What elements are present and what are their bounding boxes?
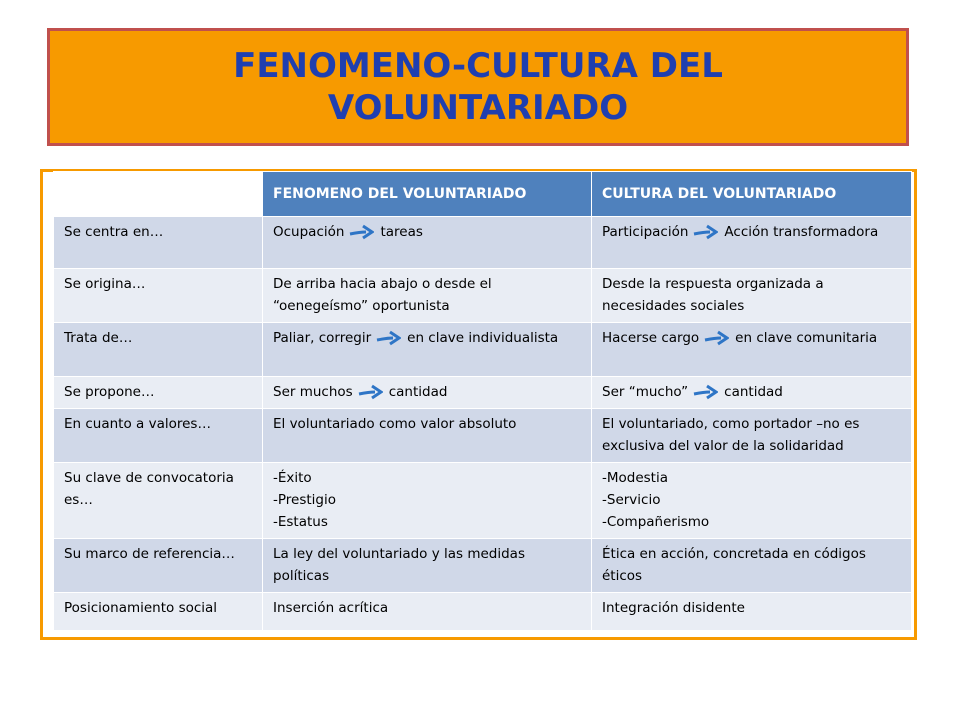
- row-label: Posicionamiento social: [54, 593, 263, 631]
- row-label: Su marco de referencia…: [54, 539, 263, 593]
- table-row: [54, 539, 912, 593]
- fenomeno-cell: Inserción acrítica: [263, 593, 592, 631]
- header-blank: [54, 172, 263, 217]
- table-row: [54, 377, 912, 409]
- cultura-cell: [592, 377, 912, 409]
- cell-text: en clave individualista: [407, 330, 559, 346]
- row-label: Trata de…: [54, 323, 263, 377]
- cultura-cell: Desde la respuesta organizada a necesidades sociales: [592, 269, 912, 323]
- list-item: -Estatus: [273, 514, 328, 530]
- right-arrow-icon: [692, 383, 718, 401]
- table-row: [54, 463, 912, 539]
- table-row: [54, 323, 912, 377]
- cell-text: tareas: [380, 224, 423, 240]
- list-item: -Prestigio: [273, 492, 336, 508]
- row-label: Se centra en…: [54, 217, 263, 269]
- list-item: -Éxito: [273, 470, 312, 486]
- row-label: Se origina…: [54, 269, 263, 323]
- fenomeno-cell: [263, 217, 592, 269]
- row-label: En cuanto a valores…: [54, 409, 263, 463]
- table-row: [54, 217, 912, 269]
- cell-text: Ser “mucho”: [602, 384, 689, 400]
- fenomeno-cell: [263, 377, 592, 409]
- title-banner: [47, 28, 909, 146]
- cell-text: Ser muchos: [273, 384, 353, 400]
- title-line-1: FENOMENO-CULTURA DEL: [233, 46, 723, 86]
- fenomeno-cell: [263, 463, 592, 539]
- right-arrow-icon: [357, 383, 383, 401]
- fenomeno-cell: [263, 323, 592, 377]
- right-arrow-icon: [692, 223, 718, 241]
- header-cultura: CULTURA DEL VOLUNTARIADO: [592, 172, 912, 217]
- cell-text: Hacerse cargo: [602, 330, 700, 346]
- row-label: Su clave de convocatoria es…: [54, 463, 263, 539]
- cell-text: en clave comunitaria: [735, 330, 878, 346]
- cell-text: Acción transformadora: [724, 224, 879, 240]
- cell-text: Ocupación: [273, 224, 345, 240]
- cultura-cell: [592, 217, 912, 269]
- list-item: -Modestia: [602, 470, 669, 486]
- cultura-cell: Ética en acción, concretada en códigos éticos: [592, 539, 912, 593]
- fenomeno-cell: De arriba hacia abajo o desde el “oenegeísmo” oportunista: [263, 269, 592, 323]
- cultura-cell: El voluntariado, como portador –no es exclusiva del valor de la solidaridad: [592, 409, 912, 463]
- title-line-2: VOLUNTARIADO: [327, 88, 629, 128]
- cultura-cell: [592, 323, 912, 377]
- fenomeno-cell: El voluntariado como valor absoluto: [263, 409, 592, 463]
- right-arrow-icon: [348, 223, 374, 241]
- cell-text: cantidad: [724, 384, 783, 400]
- cultura-cell: Integración disidente: [592, 593, 912, 631]
- list-item: -Servicio: [602, 492, 661, 508]
- cell-text: Participación: [602, 224, 689, 240]
- header-fenomeno: FENOMENO DEL VOLUNTARIADO: [263, 172, 592, 217]
- table-row: [54, 409, 912, 463]
- table-row: [54, 593, 912, 631]
- cultura-cell: [592, 463, 912, 539]
- row-label: Se propone…: [54, 377, 263, 409]
- comparison-table: [53, 171, 912, 631]
- cell-text: Paliar, corregir: [273, 330, 372, 346]
- cell-text: cantidad: [388, 384, 448, 400]
- fenomeno-cell: La ley del voluntariado y las medidas políticas: [263, 539, 592, 593]
- header-row: [54, 172, 912, 217]
- right-arrow-icon: [375, 329, 401, 347]
- list-item: -Compañerismo: [602, 514, 710, 530]
- right-arrow-icon: [703, 329, 729, 347]
- table-row: [54, 269, 912, 323]
